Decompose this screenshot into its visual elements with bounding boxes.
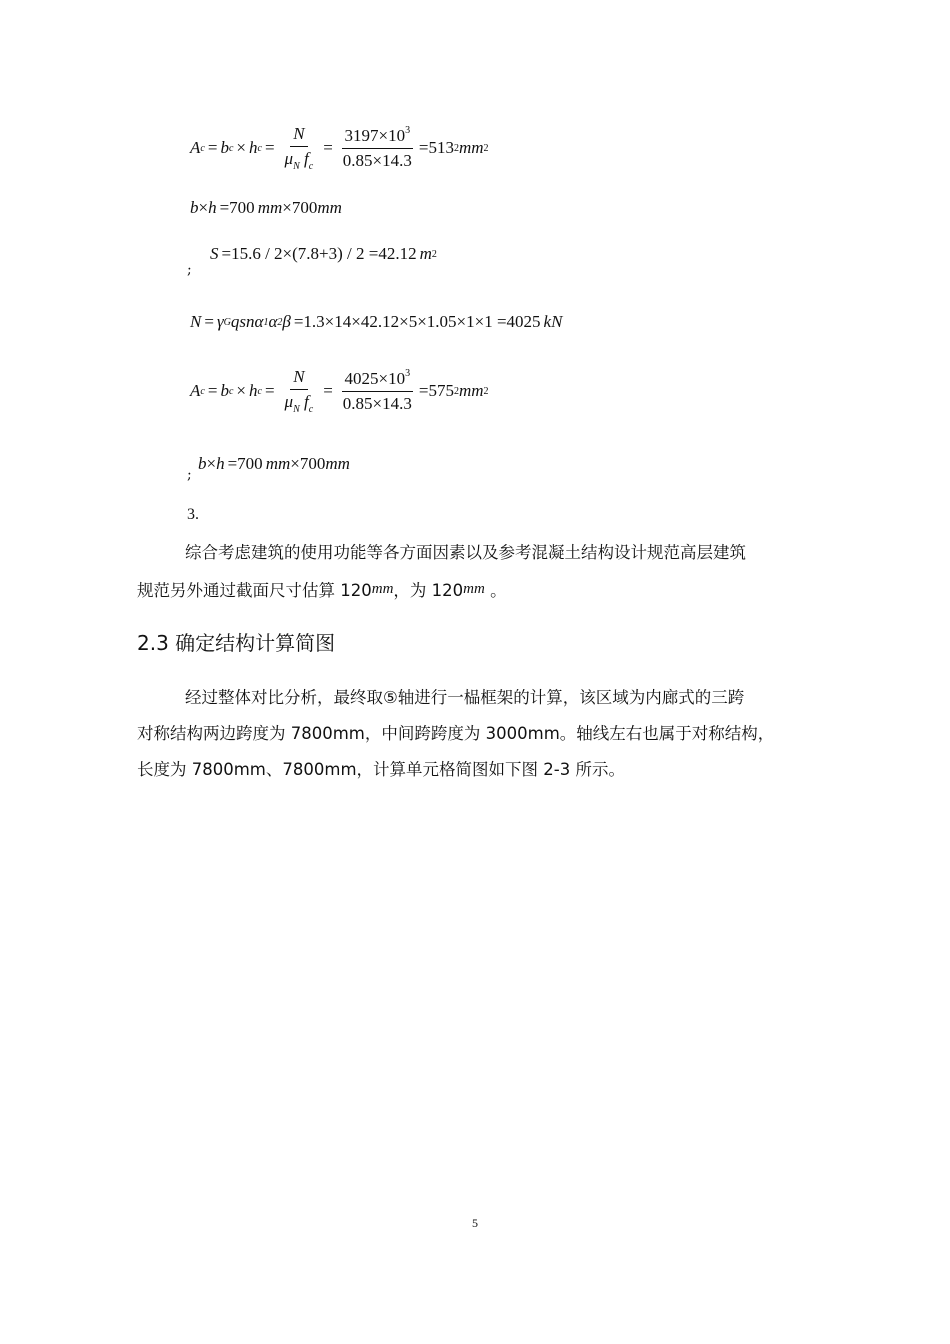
equation-load-area bbox=[210, 244, 437, 264]
eq6-mm2: mm bbox=[325, 454, 350, 473]
eq2-mm1: mm bbox=[257, 198, 283, 217]
eq5-fraction-1 bbox=[282, 367, 317, 415]
eq6-b: b bbox=[198, 454, 207, 473]
eq3-semicolon: ; bbox=[187, 262, 192, 278]
equation-area-column-2: A c = b c × h c = $\frac{N}{\mu_N f_c}$ = $\frac{4025\times 10^3}{0.85\times 14.3}$ =575 2 mm 2 bbox=[190, 367, 489, 415]
eq1-frac2-num-sup: 3 bbox=[405, 125, 411, 136]
eq6-mm1: mm bbox=[265, 454, 291, 473]
eq6-times2: × bbox=[290, 454, 300, 473]
eq5-mu-sub: N bbox=[293, 404, 300, 415]
eq4-qsn: qsn bbox=[230, 312, 255, 331]
eq4-beta: β bbox=[282, 312, 291, 331]
eq1-A: A bbox=[190, 138, 201, 157]
eq2-b: b bbox=[190, 198, 199, 217]
eq4-rhs: =1.3×14×42.12×5×1.05×1×1 =4025 bbox=[293, 312, 541, 331]
eq5-f: f bbox=[304, 392, 309, 411]
eq5-f-sub: c bbox=[308, 404, 314, 415]
eq1-frac1-num: N bbox=[290, 124, 307, 147]
eq4-alpha1: α bbox=[254, 312, 264, 331]
eq1-h: h bbox=[248, 138, 258, 157]
eq1-frac2-den: 0.85×14.3 bbox=[342, 151, 412, 170]
equation-section-size-2 bbox=[198, 454, 350, 474]
eq1-f: f bbox=[304, 149, 309, 168]
eq4-gamma-sub: G bbox=[223, 316, 231, 328]
eq1-f-sub: c bbox=[308, 161, 314, 172]
eq1-mu-sub: N bbox=[293, 161, 300, 172]
page-number: 5 bbox=[472, 1216, 478, 1230]
eq5-unit-sup: 2 bbox=[483, 385, 489, 397]
eq5-b: b bbox=[220, 381, 229, 400]
eq3-unit: m bbox=[419, 244, 432, 263]
eq4-gamma: γ bbox=[216, 312, 224, 331]
eq3-unit-sup: 2 bbox=[431, 248, 437, 260]
eq5-h: h bbox=[248, 381, 258, 400]
eq5-A: A bbox=[190, 381, 201, 400]
eq1-unit-sup: 2 bbox=[483, 142, 489, 154]
eq5-A-sub: c bbox=[200, 385, 205, 397]
eq5-b-sub: c bbox=[228, 385, 234, 397]
para2-line3: 长度为 7800mm、7800mm，计算单元格简图如下图 2-3 所示。 bbox=[137, 760, 625, 779]
equation-axial-force: N = γ G qsn α 1 α 2 β =1.3×14×42.12×5×1.05×1×1 =4025 kN bbox=[190, 312, 563, 331]
eq3-S: S bbox=[210, 244, 219, 263]
eq2-value: =700 bbox=[219, 198, 255, 217]
eq1-b-sub: c bbox=[228, 142, 234, 154]
para1-line1: 综合考虑建筑的使用功能等各方面因素以及参考混凝土结构设计规范高层建筑 bbox=[185, 543, 746, 562]
eq1-fraction-2 bbox=[340, 125, 415, 171]
para2-line1: 经过整体对比分析，最终取⑤轴进行一榀框架的计算，该区域为内廊式的三跨 bbox=[185, 688, 745, 707]
eq1-b: b bbox=[220, 138, 229, 157]
eq6-h: h bbox=[216, 454, 225, 473]
eq5-result-sup: 2 bbox=[453, 385, 459, 397]
eq5-fraction-2 bbox=[340, 368, 415, 414]
eq5-frac1-num: N bbox=[290, 367, 307, 390]
eq1-result-sup: 2 bbox=[453, 142, 459, 154]
para1-mm-a: mm bbox=[371, 581, 394, 597]
eq5-times: × bbox=[236, 381, 246, 400]
equation-section-size-1 bbox=[190, 198, 342, 218]
eq1-unit: mm bbox=[458, 138, 484, 157]
eq2-times2: × bbox=[282, 198, 292, 217]
eq5-unit: mm bbox=[458, 381, 484, 400]
eq1-mu: μ bbox=[284, 149, 294, 168]
eq1-times: × bbox=[236, 138, 246, 157]
eq2-h: h bbox=[208, 198, 217, 217]
eq4-alpha2: α bbox=[268, 312, 278, 331]
paragraph-slab-thickness bbox=[137, 535, 837, 609]
eq1-result: =513 bbox=[418, 138, 454, 157]
eq6-semicolon: ; bbox=[187, 467, 192, 483]
para1-line2-b: ，为 120 bbox=[393, 581, 464, 600]
eq1-fraction-1 bbox=[282, 124, 317, 172]
eq2-mm2: mm bbox=[317, 198, 342, 217]
para1-line2-c: 。 bbox=[484, 581, 507, 600]
eq4-N: N bbox=[190, 312, 202, 331]
para1-mm-b: mm bbox=[463, 581, 485, 597]
eq6-times: × bbox=[206, 454, 217, 473]
eq4-unit: kN bbox=[543, 312, 563, 331]
eq1-A-sub: c bbox=[200, 142, 205, 154]
eq1-frac2-num: 3197×10 bbox=[344, 126, 406, 145]
eq4-alpha2-sub: 2 bbox=[277, 316, 283, 328]
eq5-frac2-num-sup: 3 bbox=[405, 368, 411, 379]
eq1-h-sub: c bbox=[257, 142, 262, 154]
section-heading: 2.3 确定结构计算简图 bbox=[137, 631, 336, 655]
eq5-h-sub: c bbox=[257, 385, 262, 397]
paragraph-frame-selection bbox=[137, 680, 837, 788]
list-item-number: 3. bbox=[187, 506, 199, 523]
equation-area-column-1: A c = b c × h c = $\frac{N}{\mu_N f_c}$ = $\frac{3197\times 10^3}{0.85\times 14.3}$ =513 2 mm 2 bbox=[190, 124, 489, 172]
eq5-result: =575 bbox=[418, 381, 454, 400]
eq2-value2: 700 bbox=[291, 198, 318, 217]
para1-line2 bbox=[137, 571, 837, 609]
eq6-value: =700 bbox=[227, 454, 263, 473]
para2-line2: 对称结构两边跨度为 7800mm，中间跨跨度为 3000mm。轴线左右也属于对称结构， bbox=[137, 724, 775, 743]
eq5-mu: μ bbox=[284, 392, 294, 411]
eq3-expr: =15.6 / 2×(7.8+3) / 2 =42.12 bbox=[221, 244, 417, 263]
eq5-frac2-num: 4025×10 bbox=[344, 369, 406, 388]
para1-line2-a: 规范另外通过截面尺寸估算 120 bbox=[137, 581, 372, 600]
eq5-frac2-den: 0.85×14.3 bbox=[342, 394, 412, 413]
eq6-value2: 700 bbox=[299, 454, 326, 473]
eq4-alpha1-sub: 1 bbox=[263, 316, 269, 328]
eq2-times: × bbox=[198, 198, 209, 217]
